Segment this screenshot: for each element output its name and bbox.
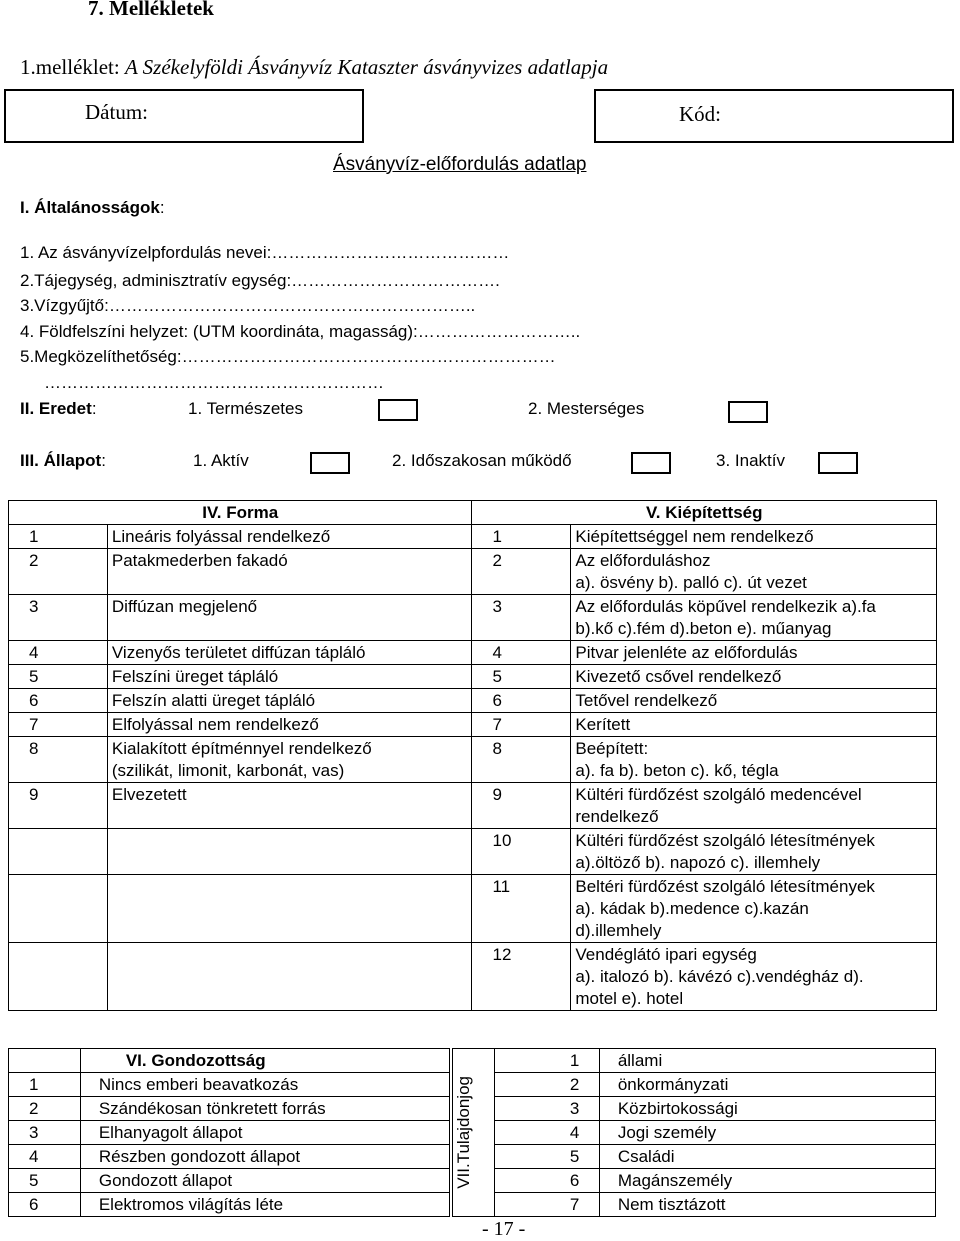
- construction-header: V. Kiépítettség: [472, 501, 937, 525]
- ownership-row: [453, 1049, 936, 1073]
- field-region[interactable]: 2.Tájegység, adminisztratív egység:……………………………….: [20, 271, 500, 290]
- construction-number: 10: [472, 829, 571, 875]
- sheet-title: Ásványvíz-előfordulás adatlap: [333, 154, 587, 175]
- state-periodic-checkbox[interactable]: [631, 452, 671, 474]
- ownership-number: 1: [494, 1049, 599, 1073]
- construction-number: 4: [472, 641, 571, 665]
- ownership-row: [453, 1073, 936, 1097]
- ownership-number: 7: [494, 1193, 599, 1217]
- form-number: 9: [9, 783, 108, 829]
- section1-title: [20, 198, 165, 218]
- annex-title: [20, 55, 608, 80]
- form-number: 5: [9, 665, 108, 689]
- care-number: 6: [9, 1193, 81, 1217]
- form-number: [9, 829, 108, 875]
- form-text: Lineáris folyással rendelkező: [107, 525, 472, 549]
- construction-text: Tetővel rendelkező: [571, 689, 937, 713]
- care-row: [9, 1193, 450, 1217]
- care-text: Elhanyagolt állapot: [80, 1121, 449, 1145]
- construction-number: 12: [472, 943, 571, 1011]
- construction-text: Kivezető csővel rendelkező: [571, 665, 937, 689]
- construction-text: Beépített: a). fa b). beton c). kő, tégla: [571, 737, 937, 783]
- care-text: Nincs emberi beavatkozás: [80, 1073, 449, 1097]
- date-box[interactable]: [4, 89, 364, 143]
- construction-text: Pitvar jelenléte az előfordulás: [571, 641, 937, 665]
- origin-natural-checkbox[interactable]: [378, 399, 418, 421]
- form-text: [107, 943, 472, 1011]
- construction-number: 1: [472, 525, 571, 549]
- table-row: [9, 665, 937, 689]
- construction-number: 5: [472, 665, 571, 689]
- state-active-checkbox[interactable]: [310, 452, 350, 474]
- ownership-row: [453, 1193, 936, 1217]
- form-number: 6: [9, 689, 108, 713]
- care-row: [9, 1121, 450, 1145]
- care-number: 3: [9, 1121, 81, 1145]
- construction-text: Beltéri fürdőzést szolgáló létesítmények a). kádak b).medence c).kazán d).illemhely: [571, 875, 937, 943]
- origin-artificial-checkbox[interactable]: [728, 401, 768, 423]
- code-label: Kód:: [679, 102, 721, 126]
- field-names[interactable]: 1. Az ásványvízelpfordulás nevei:……………………………………: [20, 243, 510, 262]
- construction-text: Kiépítettséggel nem rendelkező: [571, 525, 937, 549]
- construction-number: 2: [472, 549, 571, 595]
- table-row: [9, 783, 937, 829]
- care-row: [9, 1097, 450, 1121]
- care-number: 4: [9, 1145, 81, 1169]
- ownership-text: Jogi személy: [599, 1121, 935, 1145]
- date-label: Dátum:: [85, 100, 148, 124]
- origin-label-text: II. Eredet: [20, 399, 92, 418]
- state-inactive-checkbox[interactable]: [818, 452, 858, 474]
- form-number: [9, 875, 108, 943]
- state-option-periodic: 2. Időszakosan működő: [392, 451, 572, 470]
- table-row: [9, 943, 937, 1011]
- care-text: Szándékosan tönkretett forrás: [80, 1097, 449, 1121]
- ownership-title-cell: [453, 1049, 495, 1217]
- form-text: Elfolyással nem rendelkező: [107, 713, 472, 737]
- ownership-text: Nem tisztázott: [599, 1193, 935, 1217]
- ownership-number: 3: [494, 1097, 599, 1121]
- care-row: [9, 1145, 450, 1169]
- form-text: Felszíni üreget tápláló: [107, 665, 472, 689]
- care-row: [9, 1073, 450, 1097]
- field-accessibility-cont[interactable]: ……………………………………………………: [44, 373, 384, 392]
- section1-colon: :: [159, 198, 165, 217]
- form-number: 8: [9, 737, 108, 783]
- ownership-text: Közbirtokossági: [599, 1097, 935, 1121]
- table-row: [9, 641, 937, 665]
- table-row: [9, 525, 937, 549]
- state-option-inactive: 3. Inaktív: [716, 451, 785, 470]
- table-row: [9, 595, 937, 641]
- form-number: 7: [9, 713, 108, 737]
- construction-text: Az előfordulás köpűvel rendelkezik a).fa b).kő c).fém d).beton e). műanyag: [571, 595, 937, 641]
- care-header-blank: [9, 1049, 81, 1073]
- form-number: 4: [9, 641, 108, 665]
- ownership-row: [453, 1169, 936, 1193]
- field-accessibility[interactable]: 5.Megközelíthetőség:…………………………………………………………: [20, 347, 556, 366]
- state-label: [20, 451, 106, 471]
- construction-number: 6: [472, 689, 571, 713]
- origin-option-artificial: 2. Mesterséges: [528, 399, 645, 418]
- care-number: 5: [9, 1169, 81, 1193]
- ownership-table: [452, 1048, 936, 1217]
- care-row: [9, 1169, 450, 1193]
- form-text: Felszín alatti üreget tápláló: [107, 689, 472, 713]
- code-box[interactable]: [594, 89, 954, 143]
- form-text: [107, 875, 472, 943]
- ownership-number: 2: [494, 1073, 599, 1097]
- construction-text: Kültéri fürdőzést szolgáló medencével rendelkező: [571, 783, 937, 829]
- care-table: [8, 1048, 450, 1217]
- ownership-row: [453, 1121, 936, 1145]
- care-text: Részben gondozott állapot: [80, 1145, 449, 1169]
- page-number: - 17 -: [482, 1218, 526, 1240]
- form-construction-table: [8, 500, 937, 1011]
- care-header-row: [9, 1049, 450, 1073]
- construction-text: Az előforduláshoz a). ösvény b). palló c). út vezet: [571, 549, 937, 595]
- form-text: Kialakított építménnyel rendelkező (szilikát, limonit, karbonát, vas): [107, 737, 472, 783]
- field-catchment[interactable]: 3.Vízgyűjtő:………………………………………………………..: [20, 296, 476, 315]
- ownership-text: Családi: [599, 1145, 935, 1169]
- construction-number: 7: [472, 713, 571, 737]
- care-text: Elektromos világítás léte: [80, 1193, 449, 1217]
- table-header-row: [9, 501, 937, 525]
- ownership-number: 6: [494, 1169, 599, 1193]
- annex-heading: 7. Mellékletek: [88, 0, 214, 20]
- ownership-text: önkormányzati: [599, 1073, 935, 1097]
- table-row: [9, 549, 937, 595]
- form-text: Vizenyős területet diffúzan tápláló: [107, 641, 472, 665]
- table-row: [9, 713, 937, 737]
- form-text: Patakmederben fakadó: [107, 549, 472, 595]
- ownership-text: Magánszemély: [599, 1169, 935, 1193]
- construction-number: 8: [472, 737, 571, 783]
- ownership-row: [453, 1145, 936, 1169]
- construction-text: Kültéri fürdőzést szolgáló létesítmények a).öltöző b). napozó c). illemhely: [571, 829, 937, 875]
- form-number: 1: [9, 525, 108, 549]
- care-title: VI. Gondozottság: [80, 1049, 449, 1073]
- construction-number: 11: [472, 875, 571, 943]
- ownership-row: [453, 1097, 936, 1121]
- construction-text: Vendéglátó ipari egység a). italozó b). kávézó c).vendégház d). motel e). hotel: [571, 943, 937, 1011]
- annex-title-italic: A Székelyföldi Ásványvíz Kataszter ásványvizes adatlapja: [124, 55, 609, 79]
- form-number: 2: [9, 549, 108, 595]
- table-row: [9, 737, 937, 783]
- construction-number: 3: [472, 595, 571, 641]
- ownership-title: VII.Tulajdonjog: [454, 1076, 473, 1189]
- form-text: Diffúzan megjelenő: [107, 595, 472, 641]
- ownership-text: állami: [599, 1049, 935, 1073]
- form-text: Elvezetett: [107, 783, 472, 829]
- state-option-active: 1. Aktív: [193, 451, 249, 470]
- state-colon: :: [101, 451, 106, 470]
- form-header: IV. Forma: [9, 501, 472, 525]
- form-text: [107, 829, 472, 875]
- form-number: [9, 943, 108, 1011]
- table-row: [9, 689, 937, 713]
- origin-option-natural: 1. Természetes: [188, 399, 303, 418]
- annex-title-prefix: 1.melléklet:: [20, 55, 125, 79]
- construction-number: 9: [472, 783, 571, 829]
- origin-colon: :: [91, 399, 97, 418]
- state-label-text: III. Állapot: [20, 451, 102, 470]
- construction-text: Kerített: [571, 713, 937, 737]
- care-number: 2: [9, 1097, 81, 1121]
- form-number: 3: [9, 595, 108, 641]
- field-location[interactable]: 4. Földfelszíni helyzet: (UTM koordináta, magasság):………………………..: [20, 322, 581, 341]
- ownership-number: 5: [494, 1145, 599, 1169]
- ownership-number: 4: [494, 1121, 599, 1145]
- table-row: [9, 875, 937, 943]
- care-number: 1: [9, 1073, 81, 1097]
- section1-title-text: I. Általánosságok: [20, 198, 160, 217]
- table-row: [9, 829, 937, 875]
- care-text: Gondozott állapot: [80, 1169, 449, 1193]
- origin-label: [20, 399, 97, 419]
